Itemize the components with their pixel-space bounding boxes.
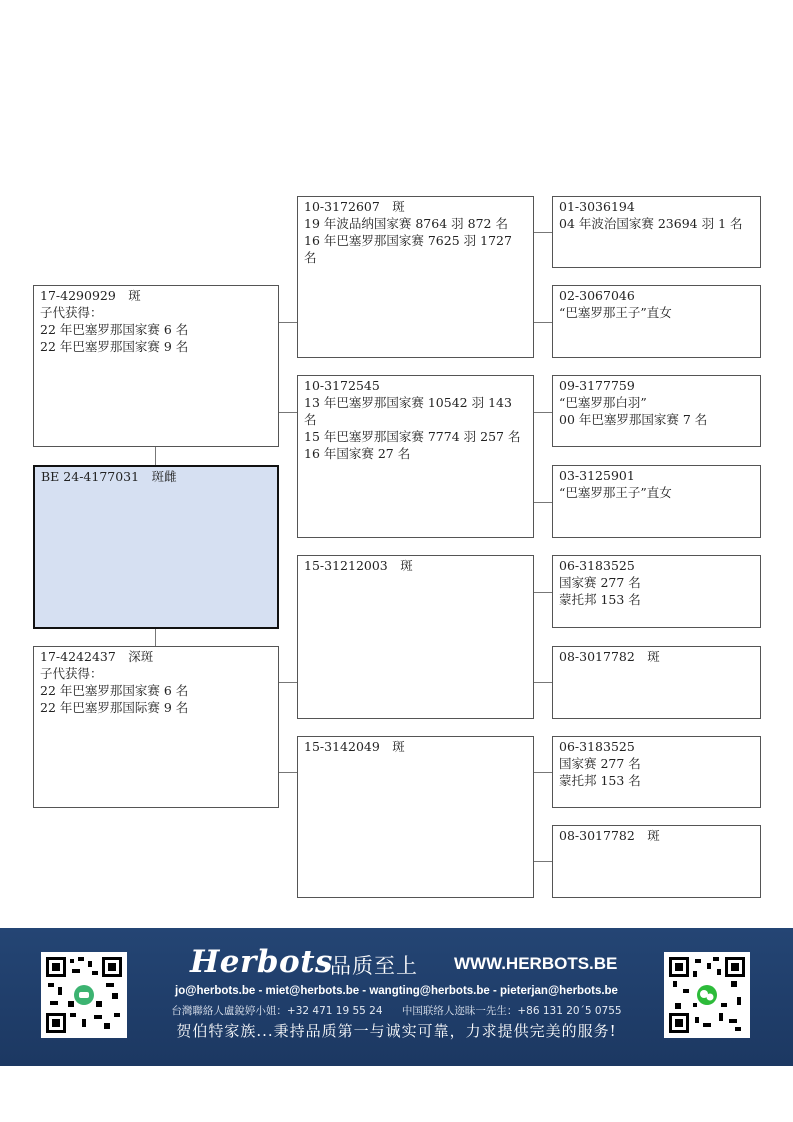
pedigree-detail: “巴塞罗那王子”直女 xyxy=(559,305,672,320)
pedigree-box-ggp-8 xyxy=(552,825,761,898)
pedigree-detail: 15 年巴塞罗那国家赛 7774 羽 257 名 xyxy=(304,429,521,444)
connector xyxy=(533,502,552,503)
pedigree-detail: “巴塞罗那王子”直女 xyxy=(559,485,672,500)
connector xyxy=(533,322,552,323)
connector xyxy=(533,592,552,593)
pedigree-detail: 16 年巴塞罗那国家赛 7625 羽 1727 名 xyxy=(304,233,512,265)
pedigree-detail: 13 年巴塞罗那国家赛 10542 羽 143 名 xyxy=(304,395,512,427)
ring-number: 01-3036194 xyxy=(559,199,635,214)
pedigree-detail: 22 年巴塞罗那国家赛 6 名 xyxy=(40,322,189,337)
ring-number: 10-3172545 xyxy=(304,378,380,393)
pedigree-box-ggp-5 xyxy=(552,555,761,628)
ring-number: 06-3183525 xyxy=(559,558,635,573)
pedigree-detail: 16 年国家赛 27 名 xyxy=(304,446,411,461)
pedigree-box-dam-sire xyxy=(297,555,534,719)
pedigree-detail: 蒙托邦 153 名 xyxy=(559,592,641,607)
connector xyxy=(155,446,156,466)
pedigree-box-ggp-2 xyxy=(552,285,761,358)
website-link[interactable]: WWW.HERBOTS.BE xyxy=(454,954,618,973)
pedigree-detail: 国家赛 277 名 xyxy=(559,575,641,590)
connector xyxy=(533,232,552,233)
ring-number: 03-3125901 xyxy=(559,468,635,483)
ring-number: 15-31212003 斑 xyxy=(304,558,413,573)
pedigree-detail: 国家赛 277 名 xyxy=(559,756,641,771)
connector xyxy=(533,412,552,413)
pedigree-detail: 22 年巴塞罗那国际赛 9 名 xyxy=(40,700,189,715)
pedigree-box-sire-dam xyxy=(297,375,534,538)
tagline: 贺伯特家族...秉持品质第一与诚实可靠，力求提供完美的服务! xyxy=(176,1022,617,1040)
pedigree-box-ggp-7 xyxy=(552,736,761,808)
ring-number: 08-3017782 斑 xyxy=(559,828,660,843)
ring-number: 17-4242437 深斑 xyxy=(40,649,154,664)
connector xyxy=(278,412,297,413)
connector xyxy=(155,628,156,646)
pedigree-box-sire-sire xyxy=(297,196,534,358)
pedigree-box-ggp-1 xyxy=(552,196,761,268)
ring-number: 06-3183525 xyxy=(559,739,635,754)
pedigree-detail: 22 年巴塞罗那国家赛 9 名 xyxy=(40,339,189,354)
pedigree-box-dam-dam xyxy=(297,736,534,898)
ring-number: 08-3017782 斑 xyxy=(559,649,660,664)
pedigree-detail: “巴塞罗那白羽” xyxy=(559,395,647,410)
connector xyxy=(533,682,552,683)
pedigree-detail: 22 年巴塞罗那国家赛 6 名 xyxy=(40,683,189,698)
connector xyxy=(533,772,552,773)
ring-number: 15-3142049 斑 xyxy=(304,739,405,754)
ring-number: 10-3172607 斑 xyxy=(304,199,405,214)
qr-code-right[interactable] xyxy=(664,952,750,1038)
pedigree-detail: 蒙托邦 153 名 xyxy=(559,773,641,788)
pedigree-box-ggp-3 xyxy=(552,375,761,447)
ring-number: 02-3067046 xyxy=(559,288,635,303)
ring-number: 09-3177759 xyxy=(559,378,635,393)
pedigree-box-sire xyxy=(33,285,279,447)
brand-logo: Herbots xyxy=(190,944,333,980)
pedigree-detail: 子代获得： xyxy=(40,305,103,320)
pedigree-detail: 19 年波品纳国家赛 8764 羽 872 名 xyxy=(304,216,508,231)
pedigree-detail: 00 年巴塞罗那国家赛 7 名 xyxy=(559,412,708,427)
email-list[interactable]: jo@herbots.be - miet@herbots.be - wangting@herbots.be - pieterjan@herbots.be xyxy=(175,985,618,997)
ring-number: BE 24-4177031 斑雌 xyxy=(41,469,177,484)
contact-china: 中国联络人迩昧一先生：+86 131 20´5 0755 xyxy=(401,1005,622,1017)
brand-row xyxy=(190,944,620,984)
pedigree-detail: 04 年波治国家赛 23694 羽 1 名 xyxy=(559,216,743,231)
ring-number: 17-4290929 斑 xyxy=(40,288,141,303)
footer-banner xyxy=(0,928,793,1066)
connector xyxy=(278,772,297,773)
pedigree-box-dam xyxy=(33,646,279,808)
pedigree-detail: 子代获得： xyxy=(40,666,103,681)
qr-code-graphic xyxy=(669,957,745,1033)
pedigree-box-ggp-6 xyxy=(552,646,761,719)
brand-slogan: 品质至上 xyxy=(330,954,418,978)
pedigree-box-ggp-4 xyxy=(552,465,761,538)
contact-taiwan: 台灣聯絡人盧銳婷小姐：+32 471 19 55 24 xyxy=(171,1005,383,1017)
connector xyxy=(533,861,552,862)
pedigree-box-subject xyxy=(33,465,279,629)
connector xyxy=(278,322,297,323)
connector xyxy=(278,682,297,683)
